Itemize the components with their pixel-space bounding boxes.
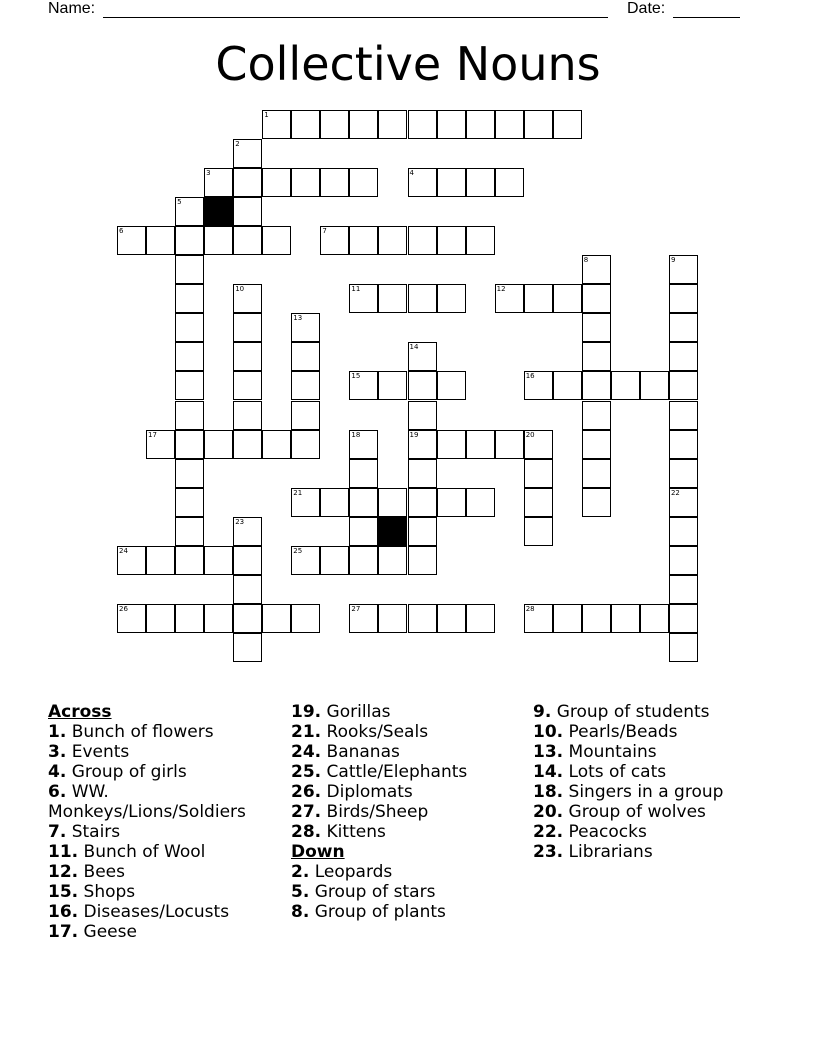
grid-cell[interactable] [408, 226, 437, 255]
cell-number: 28 [525, 604, 535, 613]
cell-number: 26 [119, 604, 128, 613]
grid-cell[interactable] [582, 371, 611, 400]
grid-cell[interactable] [669, 284, 698, 313]
cell-number: 1 [264, 111, 269, 119]
clue-item [48, 862, 278, 882]
clue-number: 9. [533, 702, 552, 722]
grid-cell[interactable] [378, 371, 407, 400]
grid-cell[interactable] [262, 226, 291, 255]
clue-text: Geese [83, 922, 137, 942]
clue-text: Kittens [326, 822, 386, 842]
date-label: Date: [627, 0, 666, 17]
grid-cell[interactable] [378, 226, 407, 255]
grid-cell[interactable] [495, 284, 524, 313]
grid-cell[interactable] [233, 197, 262, 226]
grid-cell[interactable] [582, 459, 611, 488]
grid-cell[interactable] [320, 110, 349, 139]
grid-cell[interactable] [495, 430, 524, 459]
clue-number: 28. [291, 822, 322, 842]
cell-number: 17 [148, 430, 157, 439]
grid-cell[interactable] [466, 226, 495, 255]
page-title: Collective Nouns [215, 37, 601, 91]
cell-number: 21 [293, 488, 303, 497]
grid-cell[interactable] [349, 430, 378, 459]
grid-cell[interactable] [175, 197, 204, 226]
grid-cell[interactable] [262, 168, 291, 197]
grid-cell[interactable] [582, 604, 611, 633]
grid-cell[interactable] [437, 371, 466, 400]
grid-cell[interactable] [524, 284, 553, 313]
clue-text: Singers in a group [568, 782, 724, 802]
grid-cell[interactable] [378, 110, 407, 139]
clue-text: Rooks/Seals [326, 722, 429, 742]
cell-number: 20 [525, 430, 535, 439]
grid-cell[interactable] [291, 430, 320, 459]
clue-text: Lots of cats [568, 762, 667, 782]
clue-item [48, 762, 278, 782]
clue-number: 4. [48, 762, 67, 782]
clue-item [533, 802, 783, 822]
clue-number: 10. [533, 722, 564, 742]
grid-cell[interactable] [669, 575, 698, 604]
clue-text: Bananas [326, 742, 400, 762]
grid-cell[interactable] [669, 371, 698, 400]
clue-number: 7. [48, 822, 67, 842]
cell-number: 23 [235, 517, 245, 526]
grid-cell[interactable] [146, 546, 175, 575]
grid-cell[interactable] [408, 604, 437, 633]
clue-number: 12. [48, 862, 79, 882]
grid-cell[interactable] [233, 313, 262, 342]
grid-cell[interactable] [378, 604, 407, 633]
cell-number: 24 [119, 546, 128, 555]
grid-cell[interactable] [553, 284, 582, 313]
clue-text: Peacocks [568, 822, 647, 842]
grid-cell[interactable] [582, 313, 611, 342]
grid-cell[interactable] [233, 342, 262, 371]
grid-cell[interactable] [233, 226, 262, 255]
cell-number: 4 [409, 169, 414, 178]
grid-cell[interactable] [553, 604, 582, 633]
clue-item [291, 742, 526, 762]
clue-item [291, 702, 526, 722]
clue-number: 27. [291, 802, 322, 822]
grid-cell[interactable] [524, 110, 553, 139]
clue-text: Librarians [568, 842, 653, 862]
grid-cell[interactable] [175, 517, 204, 546]
grid-cell[interactable] [437, 604, 466, 633]
grid-cell[interactable] [233, 517, 262, 546]
clue-item [533, 822, 783, 842]
grid-cell[interactable] [175, 546, 204, 575]
clues-column-2 [291, 702, 526, 922]
clue-number: 5. [291, 882, 310, 902]
clue-number: 2. [291, 862, 310, 882]
grid-cell[interactable] [378, 546, 407, 575]
cell-number: 10 [235, 285, 245, 294]
cell-number: 18 [351, 430, 361, 439]
grid-cell[interactable] [349, 284, 378, 313]
grid-cell[interactable] [669, 488, 698, 517]
grid-cell[interactable] [669, 401, 698, 430]
clue-item [48, 742, 278, 762]
clue-item [48, 922, 278, 942]
clue-item [48, 902, 278, 922]
clue-text: Diplomats [326, 782, 413, 802]
grid-cell[interactable] [582, 284, 611, 313]
grid-cell[interactable] [669, 313, 698, 342]
grid-cell[interactable] [524, 604, 553, 633]
clue-number: 24. [291, 742, 322, 762]
grid-cell[interactable] [524, 459, 553, 488]
grid-cell[interactable] [175, 430, 204, 459]
grid-cell[interactable] [553, 110, 582, 139]
clue-text: Mountains [568, 742, 657, 762]
clue-text: Group of stars [314, 882, 436, 902]
clue-item [291, 762, 526, 782]
clue-number: 19. [291, 702, 322, 722]
grid-cell[interactable] [669, 459, 698, 488]
grid-cell[interactable] [233, 284, 262, 313]
grid-cell[interactable] [669, 633, 698, 662]
clue-item [533, 782, 783, 802]
grid-cell[interactable] [291, 313, 320, 342]
grid-cell[interactable] [204, 430, 233, 459]
grid-cell[interactable] [408, 342, 437, 371]
grid-cell[interactable] [146, 226, 175, 255]
cell-number: 15 [351, 372, 361, 381]
clue-number: 25. [291, 762, 322, 782]
grid-cell[interactable] [233, 168, 262, 197]
clue-number: 21. [291, 722, 322, 742]
grid-cell[interactable] [233, 430, 262, 459]
grid-cell[interactable] [291, 168, 320, 197]
cell-number: 7 [322, 227, 327, 236]
grid-cell[interactable] [175, 342, 204, 371]
clue-text: WW. Monkeys/Lions/Soldiers [48, 782, 246, 822]
grid-cell[interactable] [146, 604, 175, 633]
grid-cell[interactable] [262, 430, 291, 459]
grid-cell[interactable] [233, 604, 262, 633]
grid-cell[interactable] [378, 488, 407, 517]
grid-cell[interactable] [262, 604, 291, 633]
clue-text: Birds/Sheep [326, 802, 429, 822]
grid-cell[interactable] [669, 517, 698, 546]
clue-item [533, 722, 783, 742]
clue-number: 13. [533, 742, 564, 762]
clue-item [48, 782, 278, 822]
clue-number: 22. [533, 822, 564, 842]
grid-cell[interactable] [408, 546, 437, 575]
grid-cell[interactable] [437, 110, 466, 139]
name-label: Name: [48, 0, 96, 17]
grid-cell[interactable] [582, 401, 611, 430]
grid-cell[interactable] [466, 430, 495, 459]
grid-cell[interactable] [291, 342, 320, 371]
clue-number: 8. [291, 902, 310, 922]
clue-number: 1. [48, 722, 67, 742]
grid-cell[interactable] [466, 168, 495, 197]
clue-text: Diseases/Locusts [83, 902, 230, 922]
grid-cell[interactable] [495, 168, 524, 197]
grid-cell[interactable] [437, 226, 466, 255]
grid-cell[interactable] [582, 488, 611, 517]
grid-cell[interactable] [175, 371, 204, 400]
across-heading: Across [48, 702, 112, 722]
grid-cell[interactable] [524, 517, 553, 546]
clue-text: Leopards [314, 862, 393, 882]
clue-text: Bees [83, 862, 125, 882]
clue-text: Group of girls [71, 762, 187, 782]
clue-item [48, 822, 278, 842]
grid-cell[interactable] [233, 139, 262, 168]
clue-item [48, 842, 278, 862]
cell-number: 8 [583, 256, 589, 265]
grid-cell[interactable] [349, 604, 378, 633]
grid-cell[interactable] [349, 546, 378, 575]
grid-cell[interactable] [408, 488, 437, 517]
grid-cell[interactable] [233, 401, 262, 430]
grid-cell[interactable] [437, 284, 466, 313]
grid-cell[interactable] [117, 604, 146, 633]
clue-number: 18. [533, 782, 564, 802]
grid-cell[interactable] [175, 401, 204, 430]
grid-cell[interactable] [349, 371, 378, 400]
cell-number: 25 [293, 546, 303, 555]
clue-item [291, 722, 526, 742]
grid-cell[interactable] [320, 488, 349, 517]
grid-cell[interactable] [175, 488, 204, 517]
clue-item [48, 722, 278, 742]
cell-number: 19 [409, 430, 419, 439]
clue-number: 15. [48, 882, 79, 902]
clues-column-3 [533, 702, 783, 862]
grid-cell[interactable] [233, 633, 262, 662]
grid-cell[interactable] [204, 168, 233, 197]
grid-cell[interactable] [640, 604, 669, 633]
grid-cell[interactable] [408, 401, 437, 430]
clue-text: Group of students [556, 702, 710, 722]
clue-text: Stairs [71, 822, 121, 842]
clue-number: 6. [48, 782, 67, 802]
grid-cell[interactable] [408, 371, 437, 400]
clues-column-1 [48, 702, 278, 942]
grid-cell[interactable] [524, 488, 553, 517]
grid-cell[interactable] [204, 546, 233, 575]
grid-cell[interactable] [582, 255, 611, 284]
clue-item [291, 862, 526, 882]
grid-cell[interactable] [408, 110, 437, 139]
grid-cell[interactable] [349, 459, 378, 488]
cell-number: 2 [235, 140, 240, 149]
cell-number: 6 [119, 227, 124, 236]
clue-text: Shops [83, 882, 136, 902]
clue-item [291, 782, 526, 802]
grid-cell[interactable] [117, 226, 146, 255]
grid-cell[interactable] [175, 284, 204, 313]
grid-cell[interactable] [408, 430, 437, 459]
clue-item [291, 802, 526, 822]
cell-number: 3 [206, 169, 211, 178]
grid-cell[interactable] [233, 575, 262, 604]
grid-cell[interactable] [582, 430, 611, 459]
clue-number: 26. [291, 782, 322, 802]
clue-number: 11. [48, 842, 79, 862]
cell-number: 12 [496, 285, 506, 294]
grid-cell[interactable] [320, 168, 349, 197]
clue-item [533, 762, 783, 782]
clue-text: Bunch of Wool [83, 842, 206, 862]
clue-item [533, 702, 783, 722]
grid-cell[interactable] [495, 110, 524, 139]
grid-cell[interactable] [611, 371, 640, 400]
clue-number: 20. [533, 802, 564, 822]
grid-cell[interactable] [378, 284, 407, 313]
grid-cell[interactable] [146, 430, 175, 459]
grid-cell[interactable] [669, 342, 698, 371]
clue-text: Events [71, 742, 130, 762]
grid-cell[interactable] [349, 168, 378, 197]
clue-number: 16. [48, 902, 79, 922]
clue-text: Gorillas [326, 702, 391, 722]
clue-text: Cattle/Elephants [326, 762, 468, 782]
grid-cell[interactable] [175, 313, 204, 342]
clue-number: 17. [48, 922, 79, 942]
cell-number: 13 [293, 314, 303, 323]
grid-cell[interactable] [466, 604, 495, 633]
grid-cell[interactable] [669, 546, 698, 575]
grid-cell[interactable] [669, 430, 698, 459]
grid-cell[interactable] [408, 517, 437, 546]
grid-cell[interactable] [175, 604, 204, 633]
grid-cell[interactable] [291, 371, 320, 400]
grid-cell[interactable] [233, 546, 262, 575]
grid-cell[interactable] [204, 604, 233, 633]
grid-cell[interactable] [349, 488, 378, 517]
grid-cell[interactable] [437, 168, 466, 197]
grid-cell[interactable] [466, 110, 495, 139]
clue-number: 14. [533, 762, 564, 782]
clue-item [48, 882, 278, 902]
grid-cell[interactable] [524, 430, 553, 459]
cell-number: 22 [670, 488, 680, 497]
grid-cell[interactable] [291, 401, 320, 430]
grid-cell[interactable] [466, 488, 495, 517]
grid-cell[interactable] [291, 110, 320, 139]
grid-cell[interactable] [291, 488, 320, 517]
black-cell [378, 517, 407, 546]
grid-cell[interactable] [204, 226, 233, 255]
clue-text: Group of plants [314, 902, 446, 922]
clue-text: Bunch of flowers [71, 722, 214, 742]
cell-number: 5 [177, 198, 182, 207]
grid-cell[interactable] [408, 459, 437, 488]
grid-cell[interactable] [437, 430, 466, 459]
grid-cell[interactable] [117, 546, 146, 575]
clue-item [291, 882, 526, 902]
grid-cell[interactable] [408, 284, 437, 313]
grid-cell[interactable] [320, 226, 349, 255]
clue-number: 3. [48, 742, 67, 762]
black-cell [204, 197, 233, 226]
clue-number: 23. [533, 842, 564, 862]
grid-cell[interactable] [582, 342, 611, 371]
grid-cell[interactable] [175, 226, 204, 255]
clue-item [533, 842, 783, 862]
grid-cell[interactable] [349, 517, 378, 546]
cell-number: 14 [409, 343, 419, 352]
grid-cell[interactable] [669, 604, 698, 633]
clue-item [291, 822, 526, 842]
grid-cell[interactable] [262, 110, 291, 139]
grid-cell[interactable] [349, 226, 378, 255]
grid-cell[interactable] [640, 371, 669, 400]
down-heading: Down [291, 842, 345, 862]
clue-item [533, 742, 783, 762]
grid-cell[interactable] [291, 546, 320, 575]
grid-cell[interactable] [408, 168, 437, 197]
grid-cell[interactable] [437, 488, 466, 517]
grid-cell[interactable] [175, 459, 204, 488]
clue-text: Pearls/Beads [568, 722, 678, 742]
cell-number: 11 [351, 285, 361, 294]
grid-cell[interactable] [669, 255, 698, 284]
grid-cell[interactable] [349, 110, 378, 139]
cell-number: 27 [351, 604, 361, 613]
grid-cell[interactable] [611, 604, 640, 633]
grid-cell[interactable] [175, 255, 204, 284]
grid-cell[interactable] [291, 604, 320, 633]
cell-number: 9 [670, 256, 676, 265]
cell-number: 16 [525, 372, 535, 381]
clue-item [291, 902, 526, 922]
grid-cell[interactable] [320, 546, 349, 575]
grid-cell[interactable] [553, 371, 582, 400]
grid-cell[interactable] [233, 371, 262, 400]
grid-cell[interactable] [524, 371, 553, 400]
clue-text: Group of wolves [568, 802, 706, 822]
